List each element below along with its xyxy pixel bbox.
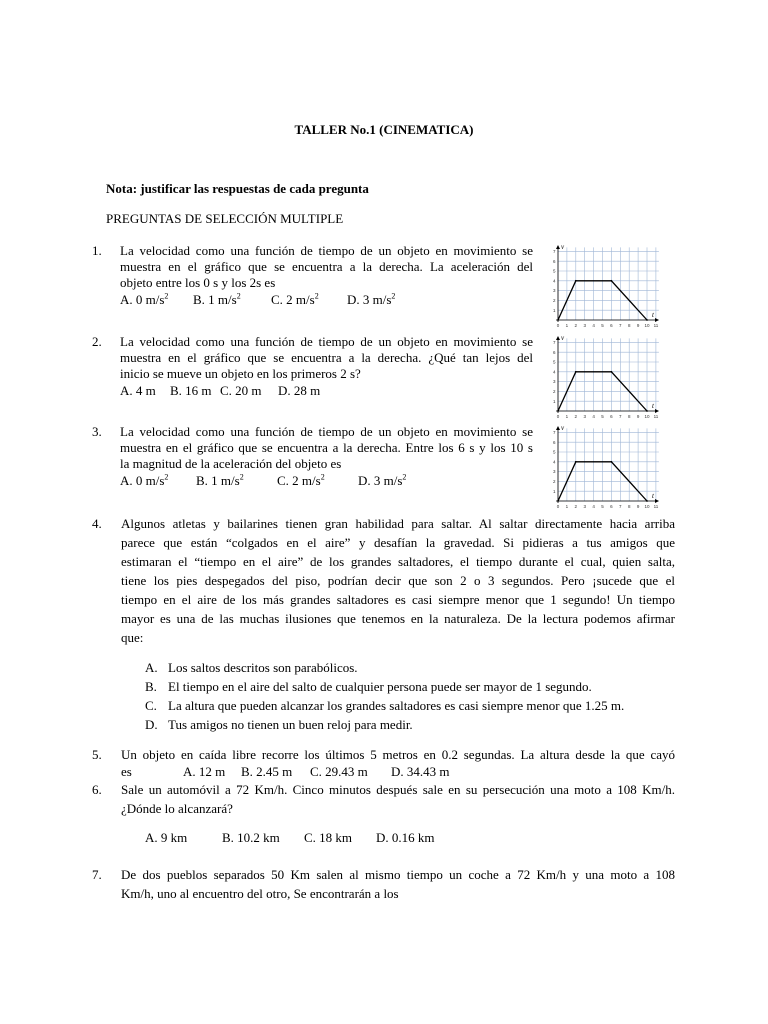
x-tick-label: 10: [644, 323, 650, 328]
y-tick-label: 2: [552, 479, 556, 484]
q2-option-b: B. 16 m: [170, 383, 212, 398]
q5-option-c: C. 29.43 m: [310, 764, 368, 779]
q1-line: objeto entre los 0 s y los 2s es: [120, 275, 276, 290]
q4-options: [145, 658, 624, 734]
x-tick-label: 6: [610, 504, 613, 509]
q2-option-d: D. 28 m: [278, 383, 321, 398]
section-heading: PREGUNTAS DE SELECCIÓN MULTIPLE: [106, 211, 344, 226]
data-point: [611, 371, 613, 373]
q1-option-b: B. 1 $m/s^2$: [193, 291, 241, 307]
x-axis-arrow: [655, 409, 659, 413]
y-tick-label: 5: [552, 449, 556, 455]
y-tick-label: 3: [552, 469, 556, 475]
q2-line: muestra en el gráfico que se encuentra a la derecha. ¿Qué tan lejos del: [120, 350, 533, 365]
q5-option-a: A. 12 m: [183, 764, 226, 779]
q2-line: La velocidad como una función de tiempo de un objeto en movimiento se: [120, 334, 533, 349]
x-tick-label: 8: [627, 323, 631, 328]
x-tick-label: 7: [619, 323, 622, 328]
y-tick-label: 3: [552, 288, 556, 294]
x-axis-arrow: [655, 499, 659, 503]
x-tick-label: 6: [610, 323, 613, 328]
q6-options: [145, 830, 435, 846]
x-tick-label: 11: [653, 504, 659, 509]
data-point: [611, 461, 613, 463]
q7-line: De dos pueblos separados 50 Km salen al mismo tiempo un coche a 72 Km/h y una moto a 108: [121, 867, 675, 882]
velocity-time-graph-3: [548, 423, 660, 509]
q1-text: [120, 243, 533, 291]
q4-line: parece que están “colgados en el aire” y desafían la gravedad. Si pidieras a tus amigos que: [121, 535, 675, 550]
q3-text: [120, 424, 533, 472]
y-tick-label: 7: [552, 249, 556, 254]
x-tick-label: 9: [636, 504, 640, 509]
graph-svg: [548, 242, 660, 328]
q1-option-d: D. 3 $m/s^2$: [347, 291, 396, 307]
q6-option-d: D. 0.16 km: [376, 830, 435, 845]
data-point: [646, 410, 648, 412]
page-title: TALLER No.1 (CINEMATICA): [294, 122, 474, 137]
q5-line2: [121, 763, 450, 780]
x-tick-label: 0: [556, 504, 560, 509]
q1-options: [120, 292, 395, 308]
q5-option-b: B. 2.45 m: [241, 764, 293, 779]
q4-number: 4.: [92, 516, 102, 531]
y-tick-label: 6: [552, 439, 556, 445]
x-tick-label: 2: [574, 504, 578, 509]
data-point: [557, 500, 559, 502]
x-tick-label: 1: [565, 504, 569, 509]
q5-text: [121, 746, 675, 763]
q1-option-c: C. 2 $m/s^2$: [271, 291, 319, 307]
x-tick-label: 11: [653, 323, 659, 328]
data-point: [646, 500, 648, 502]
q2-option-c: C. 20 m: [220, 383, 262, 398]
q4-line: Algunos atletas y bailarines tienen gran habilidad para saltar. Al saltar directamente hacia arriba: [121, 516, 675, 531]
y-axis-label: v: [561, 424, 565, 432]
x-tick-label: 4: [592, 414, 595, 419]
y-axis-arrow: [556, 336, 560, 340]
x-tick-label: 8: [627, 414, 631, 419]
q3-line: La velocidad como una función de tiempo de un objeto en movimiento se: [120, 424, 533, 439]
x-tick-label: 9: [636, 414, 640, 419]
graph-svg: [548, 423, 660, 509]
q4-line: tiempo en el aire de los más grandes saltadores es casi siempre menor que 1 segundo! Un tiempo: [121, 592, 675, 607]
q6-line: ¿Dónde lo alcanzará?: [121, 801, 233, 816]
y-tick-label: 2: [552, 298, 556, 303]
x-tick-label: 6: [610, 414, 613, 419]
x-tick-label: 4: [592, 323, 595, 328]
q1-line: La velocidad como una función de tiempo de un objeto en movimiento se: [120, 243, 533, 258]
data-point: [557, 319, 559, 321]
q3-option-c: C. 2 $m/s^2$: [277, 472, 325, 488]
x-tick-label: 10: [644, 504, 650, 509]
q4-option-b: B. El tiempo en el aire del salto de cualquier persona puede ser mayor de 1 segundo.: [145, 679, 592, 694]
y-tick-label: 1: [552, 398, 556, 404]
y-axis-arrow: [556, 245, 560, 249]
velocity-time-graph-1: [548, 242, 660, 328]
q7-line: Km/h, uno al encuentro del otro, Se encontrarán a los: [121, 886, 399, 901]
q6-number: 6.: [92, 782, 102, 797]
q4-option-c: C. La altura que pueden alcanzar los grandes saltadores es casi siempre menor que 1.25 m.: [145, 698, 625, 713]
y-tick-label: 5: [552, 268, 556, 274]
x-axis-label: t: [652, 402, 654, 410]
q4-option-a: A. Los saltos descritos son parabólicos.: [145, 660, 358, 675]
x-tick-label: 4: [592, 504, 595, 509]
x-tick-label: 0: [556, 323, 560, 328]
y-tick-label: 1: [552, 488, 556, 494]
data-point: [575, 371, 577, 373]
x-tick-label: 11: [653, 414, 659, 419]
q3-line: muestra en el gráfico que se encuentra a la derecha. Entre los 6 s y los 10 s: [120, 440, 533, 455]
q3-option-a: A. 0 $m/s^2$: [120, 472, 169, 488]
y-axis-label: v: [561, 243, 565, 251]
q4-line: tiene los pies despegados del piso, podrían decir que son 2 o 3 segundos. Pero ¡sucede que el: [121, 573, 675, 588]
y-tick-label: 6: [552, 258, 556, 264]
x-tick-label: 5: [601, 504, 604, 509]
q3-line: la magnitud de la aceleración del objeto es: [120, 456, 342, 471]
q6-option-a: A. 9 km: [145, 830, 188, 845]
y-tick-label: 4: [552, 369, 556, 375]
q4-line: mayor es una de las muchas ilusiones que tenemos en la naturaleza. De la lectura podemos afirmar: [121, 611, 675, 626]
q3-options: [120, 473, 406, 489]
x-tick-label: 3: [583, 414, 586, 419]
x-axis-label: t: [652, 311, 654, 319]
data-point: [575, 461, 577, 463]
x-tick-label: 9: [636, 323, 640, 328]
q2-text: [120, 334, 533, 382]
note: Nota: justificar las respuestas de cada pregunta: [106, 181, 369, 196]
x-tick-label: 7: [619, 504, 622, 509]
q1-option-a: A. 0 $m/s^2$: [120, 291, 169, 307]
y-tick-label: 4: [552, 459, 556, 465]
y-tick-label: 4: [552, 278, 556, 284]
graph-svg: [548, 333, 660, 419]
x-tick-label: 5: [601, 414, 604, 419]
velocity-time-graph-2: [548, 333, 660, 419]
x-axis-arrow: [655, 318, 659, 322]
q7-text: [121, 865, 675, 903]
y-axis-arrow: [556, 426, 560, 430]
q6-option-b: B. 10.2 km: [222, 830, 280, 845]
q3-option-b: B. 1 $m/s^2$: [196, 472, 244, 488]
x-tick-label: 5: [601, 323, 604, 328]
q5-number: 5.: [92, 747, 102, 762]
y-tick-label: 1: [552, 307, 556, 313]
q6-option-c: C. 18 km: [304, 830, 353, 845]
y-tick-label: 6: [552, 349, 556, 355]
q2-line: inicio se mueve un objeto en los primeros 2 s?: [120, 366, 361, 381]
data-point: [575, 280, 577, 282]
x-tick-label: 7: [619, 414, 622, 419]
q3-option-d: D. 3 $m/s^2$: [358, 472, 407, 488]
q1-number: 1.: [92, 243, 102, 258]
q7-number: 7.: [92, 867, 102, 882]
q6-text: [121, 780, 675, 818]
y-tick-label: 7: [552, 430, 556, 435]
q2-option-a: A. 4 m: [120, 383, 156, 398]
x-tick-label: 3: [583, 323, 586, 328]
y-axis-label: v: [561, 334, 565, 342]
y-tick-label: 2: [552, 389, 556, 394]
q2-options: [120, 383, 320, 399]
y-tick-label: 5: [552, 359, 556, 365]
q6-line: Sale un automóvil a 72 Km/h. Cinco minutos después sale en su persecución una moto a 108 Km/h.: [121, 782, 675, 797]
x-tick-label: 1: [565, 323, 569, 328]
data-point: [611, 280, 613, 282]
x-tick-label: 2: [574, 414, 578, 419]
x-tick-label: 2: [574, 323, 578, 328]
q4-option-d: D. Tus amigos no tienen un buen reloj para medir.: [145, 717, 413, 732]
q5-option-d: D. 34.43 m: [391, 764, 450, 779]
q5-es: es: [121, 764, 132, 779]
x-tick-label: 10: [644, 414, 650, 419]
q4-text: [121, 514, 675, 647]
q3-number: 3.: [92, 424, 102, 439]
q5-line: Un objeto en caída libre recorre los últimos 5 metros en 0.2 segundas. La altura desde la que cayó: [121, 747, 675, 762]
q4-line: que:: [121, 630, 144, 645]
y-tick-label: 3: [552, 379, 556, 385]
x-tick-label: 3: [583, 504, 586, 509]
x-tick-label: 1: [565, 414, 569, 419]
data-point: [646, 319, 648, 321]
data-point: [557, 410, 559, 412]
x-axis-label: t: [652, 492, 654, 500]
y-tick-label: 7: [552, 340, 556, 345]
q2-number: 2.: [92, 334, 102, 349]
x-tick-label: 8: [627, 504, 631, 509]
x-tick-label: 0: [556, 414, 560, 419]
q4-line: estimaran el “tiempo en el aire” de los grandes saltadores, el tiempo durante el cual, quien salta,: [121, 554, 675, 569]
q1-line: muestra en el gráfico que se encuentra a la derecha. La aceleración del: [120, 259, 533, 274]
